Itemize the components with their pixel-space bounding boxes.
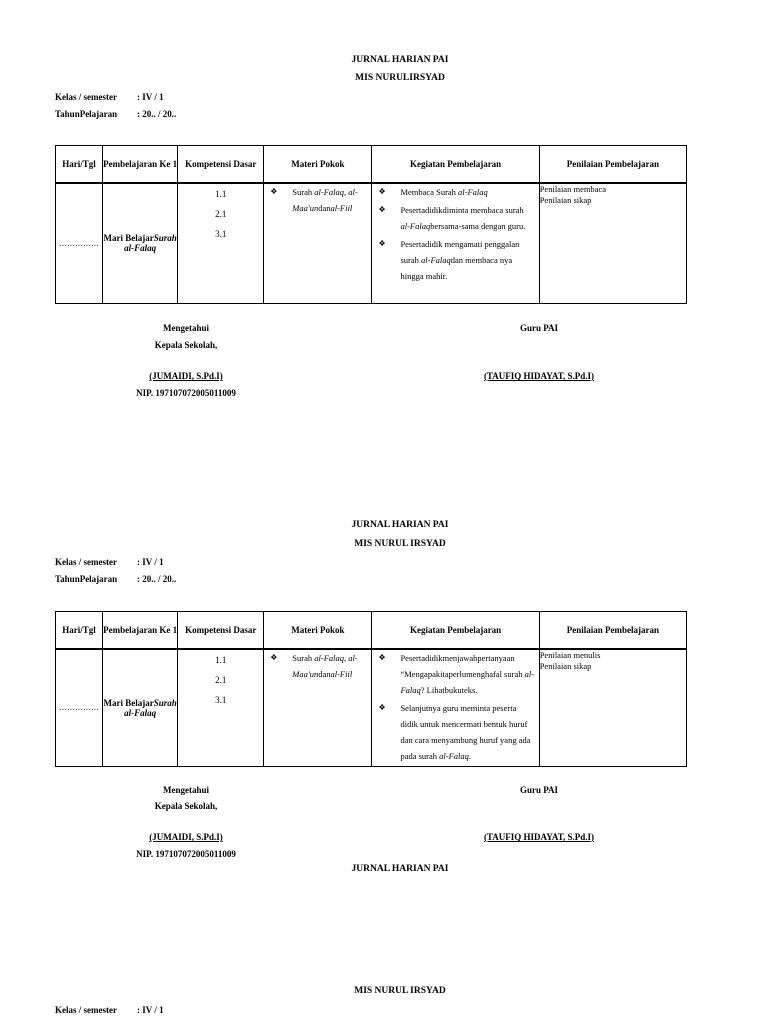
kelas-value: : IV / 1 xyxy=(137,557,164,567)
sign-nip: NIP. 197107072005011009 xyxy=(136,388,236,398)
sign-nip: NIP. 197107072005011009 xyxy=(136,849,236,859)
penilaian-cell xyxy=(539,649,686,767)
kelas-label: Kelas / semester xyxy=(55,1005,117,1015)
kelas-label: Kelas / semester xyxy=(55,92,117,102)
header-kegiatan: Kegiatan Pembelajaran xyxy=(372,146,539,183)
pembelajaran-cell xyxy=(103,183,178,304)
penilaian-item: Penilaian sikap xyxy=(539,660,592,671)
pembelajaran-surah: Surah al-Falaq xyxy=(124,233,177,254)
list-item: ❖ Pesertadidikdiminta membaca surah al-Falaqbersama-sama dengan guru. xyxy=(372,202,538,234)
bullet-icon: ❖ xyxy=(270,186,278,196)
bullet-icon: ❖ xyxy=(378,652,386,662)
header-materi: Materi Pokok xyxy=(264,612,372,649)
tahun-label: TahunPelajaran xyxy=(55,109,118,119)
kd-item: 2.1 xyxy=(215,208,227,219)
school-name: MIS NURUL IRSYAD xyxy=(354,539,446,549)
kd-item: 3.1 xyxy=(215,694,227,705)
header-pembelajaran: Pembelajaran Ke 1 xyxy=(103,146,178,183)
sign-guru-name: (TAUFIQ HIDAYAT, S.Pd.I) xyxy=(483,832,595,842)
penilaian-item: Penilaian sikap xyxy=(539,194,592,205)
pembelajaran-text: Mari Belajar xyxy=(103,233,154,244)
table-header-row xyxy=(56,612,687,649)
kompetensi-cell xyxy=(178,183,264,304)
sign-guru-name: (TAUFIQ HIDAYAT, S.Pd.I) xyxy=(483,371,595,381)
sign-guru: Guru PAI xyxy=(519,785,559,795)
kd-item: 1.1 xyxy=(215,188,227,199)
sign-guru: Guru PAI xyxy=(519,323,559,333)
kelas-value: : IV / 1 xyxy=(137,92,164,102)
sign-kepala-name: (JUMAIDI, S.Pd.I) xyxy=(149,832,223,842)
bullet-icon: ❖ xyxy=(378,186,386,196)
header-pembelajaran: Pembelajaran Ke 1 xyxy=(103,612,178,649)
list-item: ❖ Pesertadidik mengamati penggalan surah al-Falaqdan membaca nya hingga mahir. xyxy=(372,236,538,284)
header-kompetensi: Kompetensi Dasar xyxy=(178,146,264,183)
pembelajaran-surah: Surah al-Falaq xyxy=(124,697,177,718)
table-row xyxy=(56,649,687,767)
kegiatan-cell xyxy=(372,183,539,304)
kelas-value: : IV / 1 xyxy=(137,1005,164,1015)
pembelajaran-cell xyxy=(103,649,178,767)
hari-cell: …………… xyxy=(56,649,103,767)
table-row xyxy=(56,183,687,304)
sign-kepala: Kepala Sekolah, xyxy=(154,340,218,350)
bullet-icon: ❖ xyxy=(378,702,386,712)
penilaian-cell xyxy=(539,183,686,304)
materi-cell: ❖ Surah al-Falaq, al-Maa'undanal-Fiil xyxy=(264,649,372,767)
journal-table xyxy=(55,145,687,304)
journal-title: JURNAL HARIAN PAI xyxy=(351,520,449,530)
journal-title: JURNAL HARIAN PAI xyxy=(351,864,449,874)
header-kegiatan: Kegiatan Pembelajaran xyxy=(372,612,539,649)
sign-mengetahui: Mengetahui xyxy=(163,785,209,795)
header-kompetensi: Kompetensi Dasar xyxy=(178,612,264,649)
table-header-row xyxy=(56,146,687,183)
materi-cell: ❖ Surah al-Falaq, al-Maa'undanal-Fiil xyxy=(264,183,372,304)
journal-title: JURNAL HARIAN PAI xyxy=(351,55,449,65)
bullet-icon: ❖ xyxy=(378,204,386,214)
list-item: ❖ Membaca Surah al-Falaq xyxy=(372,184,538,200)
header-materi: Materi Pokok xyxy=(264,146,372,183)
sign-mengetahui: Mengetahui xyxy=(163,323,209,333)
kd-item: 3.1 xyxy=(215,228,227,239)
tahun-value: : 20.. / 20.. xyxy=(137,574,177,584)
penilaian-item: Penilaian membaca xyxy=(539,183,607,194)
bullet-icon: ❖ xyxy=(270,652,278,662)
bullet-icon: ❖ xyxy=(378,238,386,248)
tahun-value: : 20.. / 20.. xyxy=(137,109,177,119)
sign-kepala: Kepala Sekolah, xyxy=(154,801,218,811)
kegiatan-cell xyxy=(372,649,539,767)
list-item: ❖ Selanjutnya guru meminta peserta didik untuk mencermati bentuk huruf dan cara menyambung huruf yang ada pada surah al-Falaq. xyxy=(372,700,538,764)
hari-cell: …………… xyxy=(56,183,103,304)
penilaian-item: Penilaian menulis xyxy=(539,649,601,660)
sign-kepala-name: (JUMAIDI, S.Pd.I) xyxy=(149,371,223,381)
tahun-label: TahunPelajaran xyxy=(55,574,118,584)
header-penilaian: Penilaian Pembelajaran xyxy=(539,146,686,183)
list-item: ❖ Pesertadidikmenjawabpertanyaan “Mengapakitaperlumenghafal surah al-Falaq? Lihatbukuteks. xyxy=(372,650,538,698)
pembelajaran-text: Mari Belajar xyxy=(103,697,154,708)
school-name: MIS NURULIRSYAD xyxy=(355,73,445,83)
header-hari: Hari/Tgl xyxy=(56,612,103,649)
header-penilaian: Penilaian Pembelajaran xyxy=(539,612,686,649)
journal-table xyxy=(55,611,687,767)
kd-item: 1.1 xyxy=(215,654,227,665)
school-name: MIS NURUL IRSYAD xyxy=(354,986,446,996)
header-hari: Hari/Tgl xyxy=(56,146,103,183)
kelas-label: Kelas / semester xyxy=(55,557,117,567)
kompetensi-cell xyxy=(178,649,264,767)
kd-item: 2.1 xyxy=(215,674,227,685)
